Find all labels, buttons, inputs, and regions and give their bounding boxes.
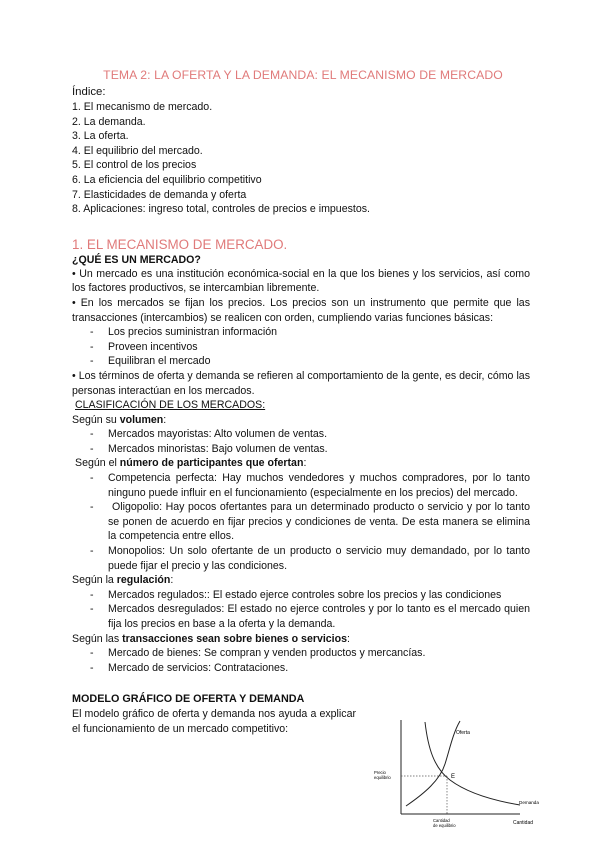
- index-heading: Índice:: [72, 86, 106, 98]
- list-item: - Competencia perfecta: Hay muchos vendedores y muchos compradores, por lo tanto ninguno puede influir en el funcionamiento (especialmente en los precios) del mercado.: [90, 472, 530, 499]
- equilibrium-price-label: [374, 770, 391, 780]
- list-item: - Mercados mayoristas: Alto volumen de ventas.: [90, 428, 328, 441]
- document-page: [72, 68, 530, 737]
- price-label-word-2: equilibrio: [374, 775, 391, 780]
- index-item: 4. El equilibrio del mercado.: [72, 144, 203, 157]
- list-item: - Mercado de servicios: Contrataciones.: [90, 661, 289, 674]
- criterion-volumen: Según su volumen:: [72, 413, 167, 426]
- classification-heading: CLASIFICACIÓN DE LOS MERCADOS:: [75, 399, 266, 412]
- paragraph-precios: • En los mercados se fijan los precios. Los precios son un instrumento que permite que las transacciones (intercambios) se realicen con orden, cumpliendo varias funciones básicas:: [72, 296, 530, 324]
- paragraph-mercado: • Un mercado es una institución económica-social en la que los bienes y los servicios, así como los factores productivos, se intercambian libremente.: [72, 267, 530, 295]
- criterion-transacciones: Según las transacciones sean sobre bienes o servicios:: [72, 632, 350, 645]
- list-item: - Los precios suministran información: [90, 326, 277, 339]
- supply-curve: [406, 721, 460, 806]
- list-item: - Mercado de bienes: Se compran y venden productos y mercancías.: [90, 647, 426, 660]
- index-item: 1. El mecanismo de mercado.: [72, 101, 213, 113]
- section-subheading: ¿QUÉ ES UN MERCADO?: [72, 253, 201, 266]
- list-item: - Equilibran el mercado: [90, 355, 211, 368]
- equilibrium-quantity-label: [433, 818, 456, 828]
- supply-demand-chart: [370, 718, 545, 840]
- criterion-regulacion: Según la regulación:: [72, 574, 174, 587]
- demand-label: Demanda: [519, 800, 539, 805]
- index-item: 6. La eficiencia del equilibrio competitivo: [72, 173, 262, 186]
- index-list: [72, 100, 530, 217]
- paragraph-terminos: • Los términos de oferta y demanda se refieren al comportamiento de la gente, es decir, cómo las personas interactúan en los mercados.: [72, 369, 530, 397]
- index-item: 3. La oferta.: [72, 130, 129, 143]
- index-item: 7. Elasticidades de demanda y oferta: [72, 188, 247, 201]
- list-item: - Mercados regulados:: El estado ejerce controles sobre los precios y las condiciones: [90, 588, 502, 601]
- index-item: 5. El control de los precios: [72, 159, 197, 172]
- model-paragraph: El modelo gráfico de oferta y demanda nos ayuda a explicar el funcionamiento de un mercado competitivo:: [72, 708, 356, 735]
- quantity-label-word-1: Cantidad: [433, 818, 450, 823]
- document-title: TEMA 2: LA OFERTA Y LA DEMANDA: EL MECANISMO DE MERCADO: [103, 68, 503, 82]
- index-item: 8. Aplicaciones: ingreso total, controles de precios e impuestos.: [72, 203, 370, 216]
- criterion-participantes: Según el número de participantes que ofertan:: [75, 457, 307, 470]
- list-item: - Mercados minoristas: Bajo volumen de ventas.: [90, 442, 328, 455]
- section-heading: 1. EL MECANISMO DE MERCADO.: [72, 236, 288, 252]
- demand-curve: [425, 722, 520, 805]
- equilibrium-label: E: [451, 774, 456, 780]
- x-axis-label: Cantidad: [513, 820, 534, 826]
- list-item: - Monopolios: Un solo ofertante de un producto o servicio muy demandado, por lo tanto puede fijar el precio y las condiciones.: [90, 545, 530, 572]
- price-label-word-1: Precio: [374, 770, 386, 775]
- list-item: - Mercados desregulados: El estado no ejerce controles y por lo tanto es el mercado quien fija los precios en base a la oferta y la demanda.: [90, 603, 530, 630]
- model-heading: MODELO GRÁFICO DE OFERTA Y DEMANDA: [72, 693, 305, 706]
- list-item: - Proveen incentivos: [90, 340, 198, 353]
- quantity-label-word-2: de equilibrio: [433, 823, 456, 828]
- supply-label: Oferta: [456, 730, 470, 736]
- list-item: - Oligopolio: Hay pocos ofertantes para un determinado producto o servicio y por lo tanto se ponen de acuerdo en fijar precios y condiciones de venta. De esta manera se elimina la competencia entre ellos.: [90, 501, 530, 543]
- index-item: 2. La demanda.: [72, 115, 146, 128]
